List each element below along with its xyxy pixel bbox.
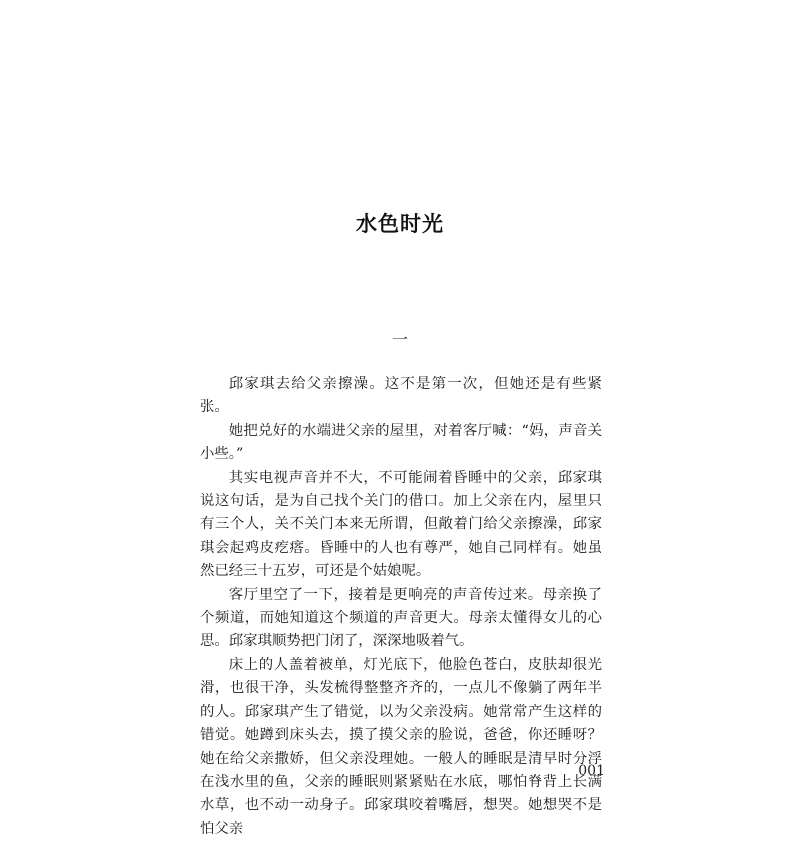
paragraph: 床上的人盖着被单，灯光底下，他脸色苍白，皮肤却很光滑，也很干净，头发梳得整整齐齐的，一点儿不像躺了两年半的人。邱家琪产生了错觉，以为父亲没病。她常常产生这样的错觉。她蹲到床头去，摸了摸父亲的脸说，爸爸，你还睡呀？她在给父亲撒娇，但父亲没理她。一般人的睡眠是清早时分浮在浅水里的鱼，父亲的睡眠则紧紧贴在水底，哪怕脊背上长满水草，也不动一动身子。邱家琪咬着嘴唇，想哭。她想哭不是怕父亲 <box>200 656 602 837</box>
paragraph: 客厅里空了一下，接着是更响亮的声音传过来。母亲换了个频道，而她知道这个频道的声音更大。母亲太懂得女儿的心思。邱家琪顺势把门闭了，深深地吸着气。 <box>200 586 602 650</box>
body-text <box>200 373 602 841</box>
paragraph: 其实电视声音并不大，不可能闹着昏睡中的父亲，邱家琪说这句话，是为自己找个关门的借口。加上父亲在内，屋里只有三个人，关不关门本来无所谓，但敞着门给父亲擦澡，邱家琪会起鸡皮疙瘩。昏睡中的人也有尊严，她自己同样有。她虽然已经三十五岁，可还是个姑娘呢。 <box>200 469 602 580</box>
paragraph: 她把兑好的水端进父亲的屋里，对着客厅喊：“妈，声音关小些。” <box>200 422 602 463</box>
chapter-number: 一 <box>391 330 408 349</box>
page-number: 001 <box>578 763 605 779</box>
paragraph: 邱家琪去给父亲擦澡。这不是第一次，但她还是有些紧张。 <box>200 376 602 416</box>
chapter-title: 水色时光 <box>356 211 444 236</box>
